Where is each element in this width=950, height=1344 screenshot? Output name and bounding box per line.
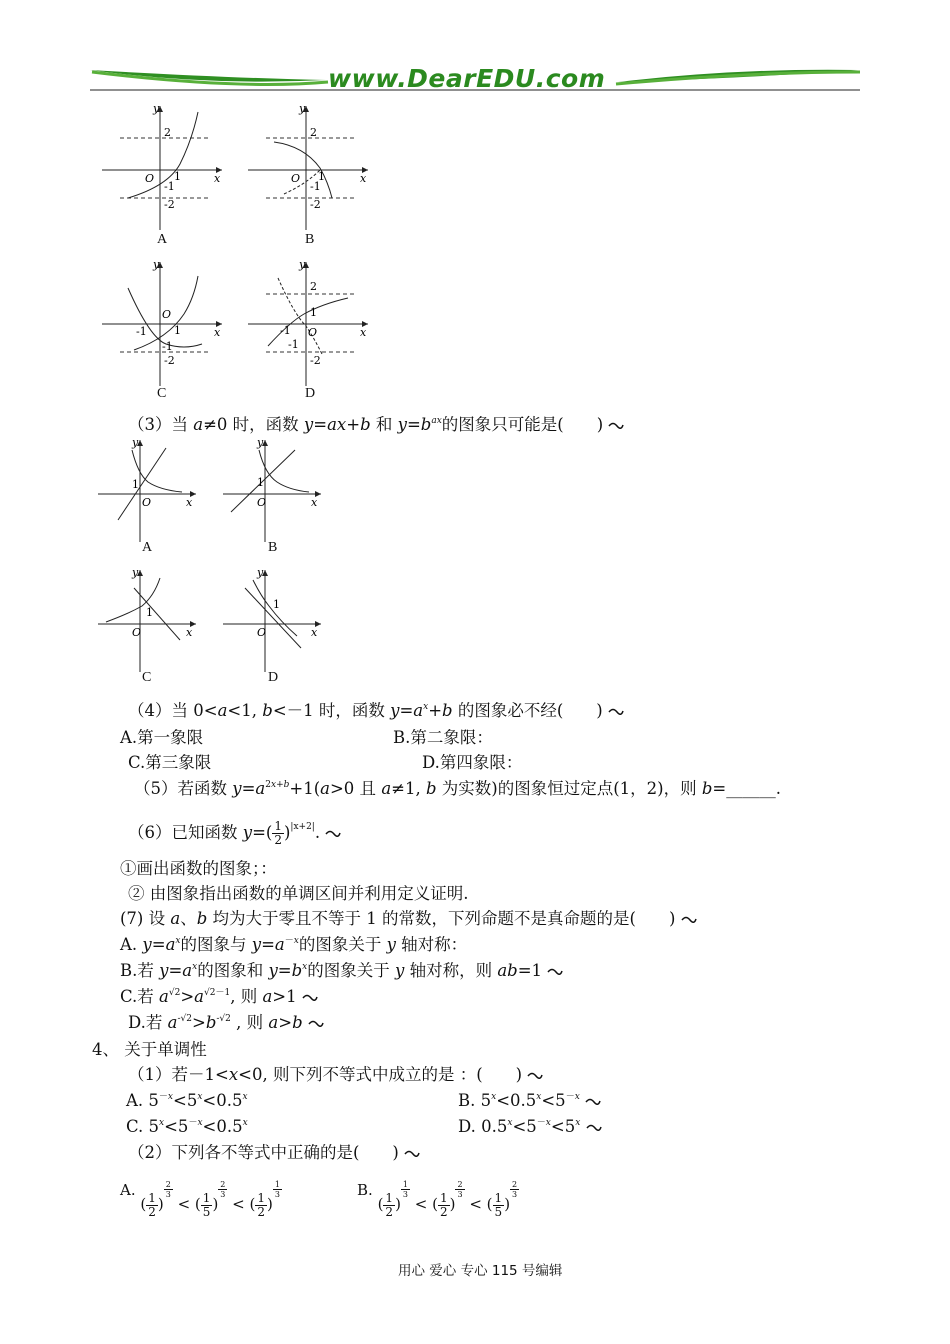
figure-label: B xyxy=(305,232,315,247)
q4-option-d: D.第四象限： xyxy=(422,753,523,772)
svg-text:2: 2 xyxy=(310,280,317,293)
svg-text:O: O xyxy=(291,172,301,185)
figure-label: B xyxy=(268,540,278,555)
graph-a-mid xyxy=(94,436,204,546)
q6-item-2: ② 由图象指出函数的单调区间并利用定义证明. xyxy=(128,884,469,903)
svg-text:y: y xyxy=(153,258,160,271)
annotation-icon xyxy=(681,915,697,925)
annotation-icon xyxy=(586,1123,602,1133)
question-4: （4）当 0<a<1, b<－1 时，函数 $y=a^x+b$ 的图象必不经( ) xyxy=(128,700,624,722)
fraction-half: $\frac{1}{2}$ xyxy=(274,819,282,847)
question-3: （3）当 a≠0 时，函数 y=ax+b 和 $y=b^{ax}$的图象只可能是( ) xyxy=(128,414,624,436)
svg-text:1: 1 xyxy=(132,478,139,491)
svg-text:x: x xyxy=(214,172,221,185)
svg-text:1: 1 xyxy=(310,306,317,319)
svg-text:x: x xyxy=(311,496,318,509)
svg-text:x: x xyxy=(186,496,193,509)
q7-option-d: D.若 $a^{-√2}>b^{-√2}$ , 则 a>b xyxy=(128,1012,324,1034)
q4-option-b: B.第二象限： xyxy=(393,728,493,747)
figure-label: C xyxy=(157,386,167,401)
svg-text:y: y xyxy=(299,258,306,271)
svg-text:y: y xyxy=(257,566,264,579)
graph-b-top xyxy=(244,102,374,232)
svg-text:O: O xyxy=(142,496,152,509)
site-title: www.DearEDU.com xyxy=(328,64,606,93)
q7-option-a: A. $y=a^x$的图象与 $y=a^{-x}$的图象关于 y 轴对称： xyxy=(120,935,468,954)
svg-text:y: y xyxy=(153,102,160,115)
figure-label: D xyxy=(268,670,279,685)
svg-text:-1: -1 xyxy=(310,180,321,193)
svg-text:x: x xyxy=(186,626,193,639)
svg-text:1: 1 xyxy=(273,598,280,611)
question-5: （5）若函数 $y=a^{2x+b}+1(a>0$ 且 a≠1, b 为实数)的图象恒过定点(1，2)，则 b=______. xyxy=(134,779,781,798)
option-label: B. xyxy=(357,1181,373,1199)
annotation-icon xyxy=(325,829,341,839)
s4-q2-option-a: A. ( $\frac{1}{2}$ ) $\frac{2}{3}$ < ( $\frac{1}{5}$ ) $\frac{2}{3}$ < ( $\frac{1}{2}$ ) $\frac{1}{3}$ xyxy=(120,1180,280,1219)
q4-option-a: A.第一象限 xyxy=(120,728,204,747)
s4-q2-stem: （2）下列各不等式中正确的是( ) xyxy=(128,1143,399,1162)
annotation-icon xyxy=(547,967,563,977)
svg-text:x: x xyxy=(360,172,367,185)
graph-a-top xyxy=(98,102,228,232)
svg-text:-2: -2 xyxy=(310,198,321,211)
figure-label: D xyxy=(305,386,316,401)
svg-text:-1: -1 xyxy=(164,180,175,193)
section-4-title: 4、 关于单调性 xyxy=(92,1040,207,1059)
svg-text:1: 1 xyxy=(174,324,181,337)
svg-text:y: y xyxy=(132,436,139,449)
svg-text:-1: -1 xyxy=(280,324,291,337)
q7-option-b: B.若 $y=a^x$的图象和 $y=b^x$的图象关于 y 轴对称，则 ab=1 xyxy=(120,960,563,982)
q4-option-c: C.第三象限 xyxy=(128,753,212,772)
svg-text:1: 1 xyxy=(146,606,153,619)
question-7: (7) 设 a、b 均为大于零且不等于 1 的常数，下列命题不是真命题的是( ) xyxy=(120,908,697,930)
figure-label: A xyxy=(142,540,153,555)
annotation-icon xyxy=(608,421,624,431)
svg-text:-1: -1 xyxy=(162,340,173,353)
svg-text:-2: -2 xyxy=(164,354,175,367)
svg-text:y: y xyxy=(257,436,264,449)
figure-label: A xyxy=(157,232,168,247)
s4-q1-option-d: D. $0.5^x<5^{-x}<5^x$ xyxy=(458,1116,602,1138)
graph-d-mid xyxy=(219,566,329,676)
annotation-icon xyxy=(308,1019,324,1029)
graph-b-mid xyxy=(219,436,329,546)
s4-q1-option-b: B. $5^x<0.5^x<5^{-x}$ xyxy=(458,1090,601,1112)
annotation-icon xyxy=(608,707,624,717)
annotation-icon xyxy=(585,1097,601,1107)
svg-text:x: x xyxy=(360,326,367,339)
s4-question-1: （1）若－1<x<0, 则下列不等式中成立的是 ：( ) xyxy=(128,1064,543,1086)
figure-label: C xyxy=(142,670,152,685)
annotation-icon xyxy=(527,1071,543,1081)
svg-text:y: y xyxy=(299,102,306,115)
svg-text:x: x xyxy=(214,326,221,339)
graph-d-top xyxy=(244,258,374,388)
svg-text:O: O xyxy=(162,308,172,321)
page-footer: 用心 爱心 专心 115 号编辑 xyxy=(398,1263,563,1279)
svg-text:1: 1 xyxy=(174,170,181,183)
svg-text:y: y xyxy=(132,566,139,579)
svg-text:O: O xyxy=(257,496,267,509)
q6-item-1: ①画出函数的图象；： xyxy=(120,859,277,878)
svg-text:x: x xyxy=(311,626,318,639)
svg-text:O: O xyxy=(257,626,267,639)
svg-text:O: O xyxy=(308,326,318,339)
graph-c-top xyxy=(98,258,228,388)
svg-text:2: 2 xyxy=(310,126,317,139)
svg-text:-2: -2 xyxy=(164,198,175,211)
annotation-icon xyxy=(404,1149,420,1159)
exponent-abs: |x+2| xyxy=(290,822,315,832)
s4-question-2 xyxy=(128,1142,420,1164)
svg-text:1: 1 xyxy=(318,170,325,183)
q7-option-c: C.若 $a^{√2}>a^{√2-1}$, 则 a>1 xyxy=(120,986,318,1008)
option-label: A. xyxy=(120,1181,136,1199)
s4-q1-option-c: C. $5^x<5^{-x}<0.5^x$ xyxy=(126,1117,248,1136)
svg-text:-2: -2 xyxy=(310,354,321,367)
svg-text:O: O xyxy=(145,172,155,185)
svg-text:O: O xyxy=(132,626,142,639)
svg-text:-1: -1 xyxy=(288,338,299,351)
svg-text:1: 1 xyxy=(257,476,264,489)
svg-text:2: 2 xyxy=(164,126,171,139)
graph-c-mid xyxy=(94,566,204,676)
s4-q2-option-b: B. ( $\frac{1}{2}$ ) $\frac{1}{3}$ < ( $\frac{1}{2}$ ) $\frac{2}{3}$ < ( $\frac{1}{5}$ ) $\frac{2}{3}$ xyxy=(357,1180,518,1219)
question-6: （6）已知函数 y=( $\frac{1}{2}$ )$^{|x+2|}$. xyxy=(128,816,341,847)
svg-text:-1: -1 xyxy=(136,325,147,338)
annotation-icon xyxy=(302,993,318,1003)
s4-q1-option-a: A. $5^{-x}<5^x<0.5^x$ xyxy=(126,1091,248,1110)
